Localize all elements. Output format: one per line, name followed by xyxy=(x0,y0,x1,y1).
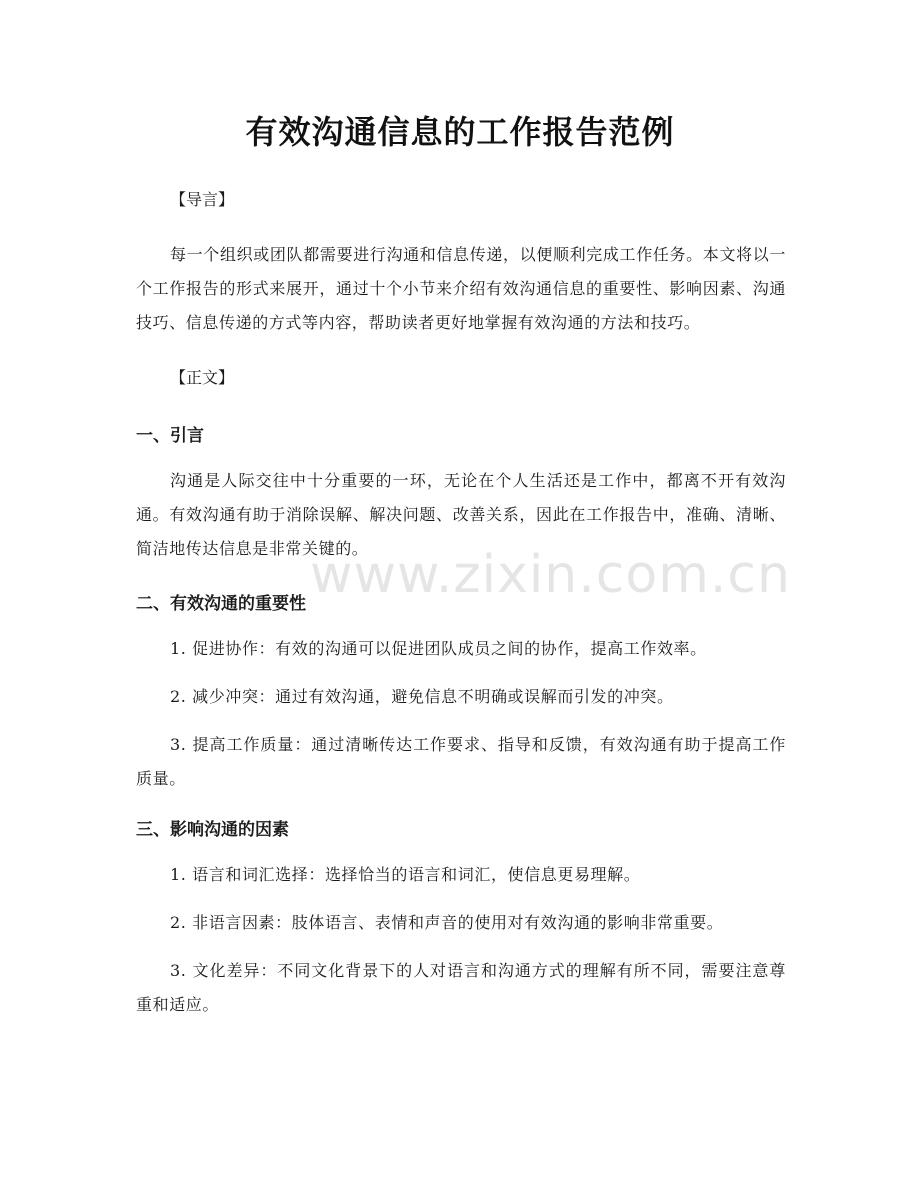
list-item: 1. 语言和词汇选择：选择恰当的语言和词汇，使信息更易理解。 xyxy=(170,865,641,884)
list-item: 3. 文化差异：不同文化背景下的人对语言和沟通方式的理解有所不同，需要注意尊重和适应。 xyxy=(136,961,786,1014)
section-heading: 二、有效沟通的重要性 xyxy=(136,594,306,614)
section-heading: 一、引言 xyxy=(136,426,204,446)
list-item: 2. 减少冲突：通过有效沟通，避免信息不明确或误解而引发的冲突。 xyxy=(170,687,674,706)
intro-marker: 【导言】 xyxy=(170,190,235,209)
section-heading: 三、影响沟通的因素 xyxy=(136,820,289,840)
intro-paragraph: 每一个组织或团队都需要进行沟通和信息传递，以便顺利完成工作任务。本文将以一个工作报告的形式来展开，通过十个小节来介绍有效沟通信息的重要性、影响因素、沟通技巧、信息传递的方式等内容，帮助读者更好地掌握有效沟通的方法和技巧。 xyxy=(136,245,786,332)
section-factors xyxy=(136,810,786,1022)
section-importance xyxy=(136,584,786,796)
document-title: 有效沟通信息的工作报告范例 xyxy=(245,113,675,151)
section-introduction xyxy=(136,416,786,566)
body-marker: 【正文】 xyxy=(170,368,235,387)
list-item: 1. 促进协作：有效的沟通可以促进团队成员之间的协作，提高工作效率。 xyxy=(170,639,707,658)
section-paragraph: 沟通是人际交往中十分重要的一环，无论在个人生活还是工作中，都离不开有效沟通。有效沟通有助于消除误解、解决问题、改善关系，因此在工作报告中，准确、清晰、简洁地传达信息是非常关键的。 xyxy=(136,471,786,558)
document-body xyxy=(136,180,786,1036)
watermark: www.zixin.com.cn xyxy=(310,545,791,605)
list-item: 2. 非语言因素：肢体语言、表情和声音的使用对有效沟通的影响非常重要。 xyxy=(170,913,724,932)
list-item: 3. 提高工作质量：通过清晰传达工作要求、指导和反馈，有效沟通有助于提高工作质量。 xyxy=(136,735,786,788)
